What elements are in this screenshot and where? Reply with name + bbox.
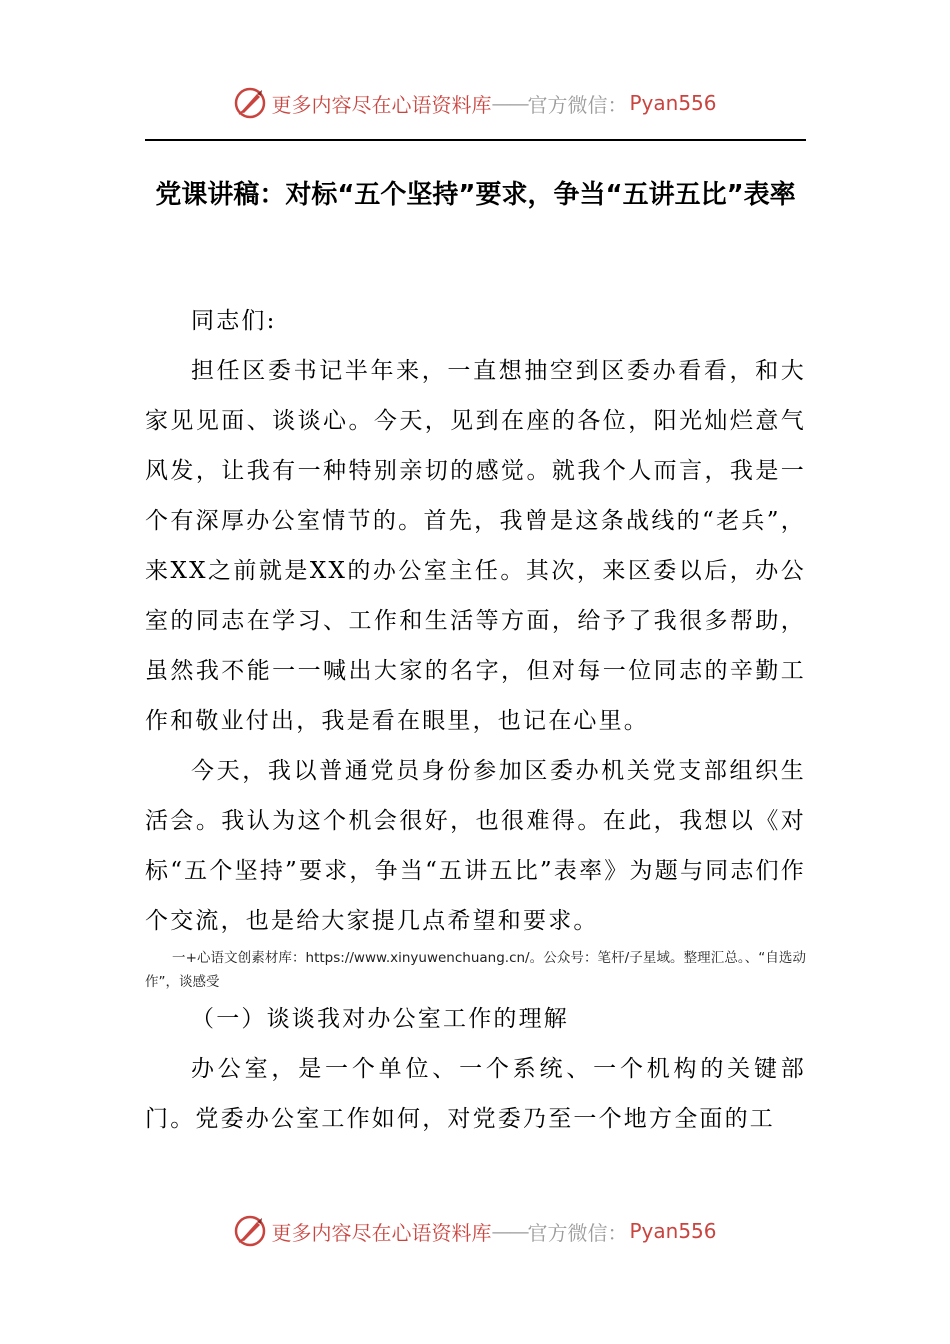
banner-site-text: 更多内容尽在心语资料库 — [271, 1220, 492, 1245]
banner-wechat-id: Pyan556 — [629, 91, 717, 115]
footer-banner — [0, 1211, 950, 1251]
quill-logo-icon — [233, 1214, 267, 1248]
page-title: 党课讲稿：对标“五个坚持”要求，争当“五讲五比”表率 — [155, 180, 796, 210]
banner-wechat-id: Pyan556 — [629, 1219, 717, 1243]
banner-site-text: 更多内容尽在心语资料库 — [271, 92, 492, 117]
section-subheading: （一）谈谈我对办公室工作的理解 — [191, 1006, 569, 1032]
salutation: 同志们: — [191, 308, 277, 334]
banner-dash: —— — [491, 1219, 528, 1243]
body-paragraph: 今天，我以普通党员身份参加区委办机关党支部组织生活会。我认为这个机会很好，也很难得。在此，我想以《对标“五个坚持”要求，争当“五讲五比”表率》为题与同志们作个交流，也是给大家提几点希望和要求。 — [145, 758, 806, 934]
source-note: 一+心语文创素材库：https://www.xinyuwenchuang.cn/。公众号：笔杆/子星域。整理汇总。、“自选动作”，谈感受 — [145, 950, 806, 990]
banner-wechat-label: 官方微信： — [527, 92, 628, 117]
banner-wechat-label: 官方微信： — [527, 1220, 628, 1245]
document-body — [145, 296, 806, 1144]
body-paragraph: 办公室，是一个单位、一个系统、一个机构的关键部门。党委办公室工作如何，对党委乃至一个地方全面的工 — [145, 1056, 806, 1132]
banner-dash: —— — [491, 91, 528, 115]
quill-logo-icon — [233, 86, 267, 120]
header-banner — [0, 83, 950, 123]
header-divider — [145, 139, 806, 141]
body-paragraph: 担任区委书记半年来，一直想抽空到区委办看看，和大家见见面、谈谈心。今天，见到在座的各位，阳光灿烂意气风发，让我有一种特别亲切的感觉。就我个人而言，我是一个有深厚办公室情节的。首先，我曾是这条战线的“老兵”，来XX之前就是XX的办公室主任。其次，来区委以后，办公室的同志在学习、工作和生活等方面，给予了我很多帮助，虽然我不能一一喊出大家的名字，但对每一位同志的辛勤工作和敬业付出，我是看在眼里，也记在心里。 — [145, 358, 806, 734]
